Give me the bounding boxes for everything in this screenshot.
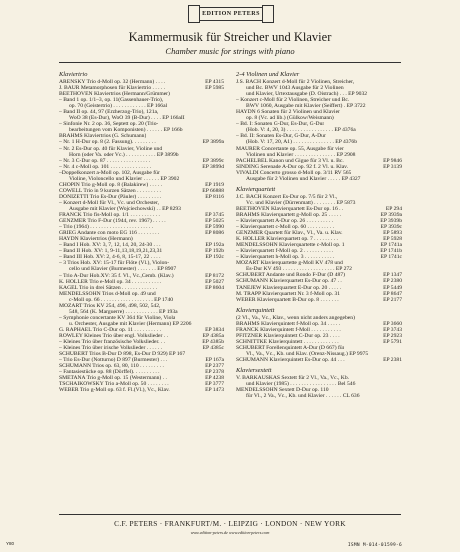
entry-title: – Kleines Trio über irische Volkslieder . . . . . .	[59, 345, 163, 352]
entry-catalog-number: EP 2177	[383, 296, 402, 303]
entry-title: SCHUMANN Klavierquartett Es-Dur op. 47 . .	[236, 278, 342, 285]
entry-title: PACHELBEL Kanon und Gigue für 3 Vl. u. Bc.	[236, 157, 344, 164]
entry-catalog-number: EP 8172	[205, 272, 224, 279]
catalog-entry-continuation: Violinen und Klavier . . . . . . . . . . . . . . . EP 2908	[246, 151, 356, 158]
entry-title: GENZMER Quartett für Klav., Vl., Va. u. Klav.	[236, 230, 343, 237]
entry-title: PFITZNER Klavierquintett C-Dur op. 23 . . . .	[236, 332, 340, 339]
entry-catalog-number: EP 5990	[205, 224, 224, 231]
catalog-entry-continuation: op. 8 (Vc. ad lib.) (Gülkow/Weismann)	[246, 115, 334, 122]
entry-catalog-number: EP 5791	[383, 338, 402, 345]
catalog-entry-continuation: op. 70 (Geistertrio) . . . . . . . . . . . . EP 166al	[69, 103, 168, 110]
bottom-divider	[59, 514, 401, 515]
entry-catalog-number	[221, 291, 224, 297]
entry-catalog-number: EP 9846	[383, 157, 402, 164]
entry-title: – Band I Hob. XV: 3, 7, 12, 14, 20, 24-30 . . .	[59, 242, 161, 249]
entry-title: K. HÖLLER Trio e-Moll op. 34 . . . . . . . . . . .	[59, 278, 162, 285]
entry-title: SMETANA Trio g-Moll op. 15 (Westermann) . .	[59, 375, 167, 382]
entry-catalog-number	[399, 133, 402, 139]
entry-title: MENDELSSOHN Trios d-Moll op. 49 und	[59, 290, 156, 297]
section-heading: Klaviersextett	[236, 367, 272, 375]
entry-title: FRANCK Trio fis-Moll op. 1/1 . . . . . . . . . . .	[59, 212, 160, 219]
entry-title: HAYDN Klaviertrios (Hermann)	[59, 236, 133, 243]
entry-catalog-number	[221, 170, 224, 176]
entry-title: COWELL Trio in 9 kurzen Sätzen . . . . . . . . .	[59, 187, 161, 194]
entry-title: KAGEL Trio in drei Sätzen . . . . . . . . . . . . .	[59, 284, 157, 291]
catalog-entry-continuation: Violine, Violoncello und Klavier . . . . . . EP 3902	[69, 175, 180, 182]
entry-title: SCHUBERT Andante und Rondo F-Dur (D 487)	[236, 272, 345, 279]
entry-title: – Nr. 4 c-Moll op. 101 . . . . . . . . . . . . . . .	[59, 163, 152, 170]
entry-title: BEETHOVEN Klaviertrios (Hermann/Grümmer)	[59, 91, 170, 98]
entry-title: TANEJEW Klavierquartett E-Dur op. 20 . . . . .	[236, 284, 342, 291]
catalog-entry-continuation: c-Moll op. 66 . . . . . . . . . . . . . . . . . . . EP 1740	[69, 296, 174, 303]
entry-catalog-number: EP 167a	[205, 357, 224, 364]
entry-catalog-number	[399, 194, 402, 200]
entry-title: – Trio Es-Dur (Notturno) D 897 (Burmester) . . .	[59, 357, 168, 364]
entry-catalog-number	[399, 97, 402, 103]
entry-catalog-number: EP 5027	[205, 278, 224, 285]
entry-title: – Klavierquartett c-Moll op. 60 . . . . . . . . . .	[236, 224, 335, 231]
entry-catalog-number: EP 1347	[383, 272, 402, 279]
section-heading: Klavierquartett	[236, 185, 276, 193]
entry-title: SINDING Serenade A-Dur op. 92 f. 2 Vl. u. Klav.	[236, 163, 349, 170]
top-divider	[59, 62, 401, 63]
website-line: www.edition-peters.de www.edition-peters.com	[190, 530, 270, 535]
catalog-entry-continuation: u. Orchester, Ausgabe mit Klavier (Hermann) EP 2206	[69, 320, 192, 327]
entry-title: – Kleines Trio über französische Volkslieder. . .	[59, 339, 166, 346]
entry-title: GENZMER Trio F-Dur (1944, rev. 1967) . . . . .	[59, 218, 166, 225]
publisher-line: C.F. PETERS · FRANKFURT/M. · LEIPZIG · LONDON · NEW YORK	[114, 519, 346, 528]
entry-catalog-number: EP 3777	[205, 381, 224, 388]
entry-catalog-number: EP 5985	[205, 85, 224, 92]
entry-catalog-number: EP 192a	[205, 242, 224, 249]
entry-catalog-number: EP 192b	[205, 248, 224, 255]
catalog-entry-continuation: WoO 38 (Es-Dur), WoO 39 (B-Dur) . . . . EP 166aII	[69, 115, 185, 122]
entry-catalog-number: EP 5893	[383, 230, 402, 237]
entry-title: GRIEG Andante con moto EG 116 . . . . . . . .	[59, 230, 160, 237]
entry-catalog-number	[399, 79, 402, 85]
entry-title: BRAHMS Klavierquintett f-Moll op. 34 . . . . .	[236, 320, 341, 327]
catalog-entry-continuation: Ausgabe mit Klavier (Wojciechowski) . . EP 8293	[69, 205, 181, 212]
entry-title: MOZART Klavierquartette g-Moll KV 478 und	[236, 260, 343, 267]
entry-catalog-number: EP 1741a	[380, 242, 402, 249]
entry-title: J.S. BACH Konzert d-Moll für 2 Violinen, Streicher,	[236, 79, 355, 85]
page-title: Kammermusik für Streicher und Klavier	[128, 30, 332, 44]
catalog-entry-continuation: BWV 1060, Ausgabe mit Klavier (Seiffert) . EP 3722	[246, 103, 366, 110]
entry-title: BEETHOVEN Klavierquartett Es-Dur op. 16 . .	[236, 205, 344, 212]
entry-catalog-number	[399, 345, 402, 351]
entry-title: K. HÖLLER Klavierquartett op. 7 . . . . . . . . .	[236, 236, 338, 243]
entry-title: TSCHAIKOWSKY Trio a-Moll op. 50 . . . . . . . .	[59, 381, 169, 388]
entry-title: ARENSKY Trio d-Moll op. 32 (Hermann) . . . .	[59, 79, 166, 85]
catalog-entry-continuation: bearbeitungen vom Komponisten) . . . . . . EP 166b	[69, 127, 183, 134]
catalog-entry	[59, 387, 224, 393]
entry-catalog-number: EP 2377	[205, 363, 224, 370]
entry-title: – Nr. 2 Es-Dur op. 40 für Klavier, Violine und	[59, 145, 163, 152]
entry-catalog-number: EP 4385b	[202, 339, 224, 346]
catalog-left-column	[59, 71, 224, 393]
entry-catalog-number	[399, 387, 402, 393]
entry-title: – Konzert d-Moll für Vl., Vc. und Orchester,	[59, 199, 160, 206]
entry-catalog-number: EP 1919	[205, 181, 224, 188]
entry-catalog-number: EP 1741c	[380, 254, 402, 261]
entry-title: SCHUMANN Klavierquintett Es-Dur op. 44 . . .	[236, 356, 345, 363]
entry-catalog-number: EP 192c	[205, 254, 224, 261]
entry-catalog-number: EP 294	[385, 205, 402, 212]
entry-title: SCHUBERT Forellenquintett A-Dur (D 667) für	[236, 344, 345, 351]
entry-catalog-number: EP 3834	[205, 326, 224, 333]
catalog-entry-continuation: (Hob. V: 4, 20, 3) . . . . . . . . . . . . . . . . . EP 4376a	[246, 127, 356, 134]
entry-catalog-number	[221, 146, 224, 152]
entry-catalog-number: EP 2378	[205, 369, 224, 376]
entry-catalog-number: EP 2380	[383, 278, 402, 285]
edition-peters-logo	[195, 7, 267, 21]
entry-catalog-number	[221, 109, 224, 115]
entry-catalog-number: EP 3939a	[380, 211, 402, 218]
entry-title: WEBER Trio g-Moll op. 63 f. Fl.(Vl.), Vc., Klav.	[59, 387, 170, 394]
entry-title: VIVALDI Concerto grosso d-Moll op. 3/11 RV 565	[236, 169, 352, 176]
entry-title: BRAHMS Klavierquartett g-Moll op. 25 . . . . .	[236, 211, 342, 218]
catalog-entry-continuation: Horn (oder Va. oder Vc.) . . . . . . . . . . . EP 3899b	[69, 151, 179, 158]
catalog-entry-continuation: cello und Klavier (Burmester) . . . . . . . EP 8907	[69, 266, 177, 273]
entry-title: – Bd. II: Sonaten Es-Dur, G-Dur, A-Dur	[236, 133, 326, 140]
entry-catalog-number: EP 3939b	[380, 217, 402, 224]
entry-catalog-number: EP 8647	[383, 290, 402, 297]
entry-catalog-number: EP 4238	[205, 375, 224, 382]
entry-title: – 3 Trios Hob. XV: 15-17 für Flöte (Vl.), Violon-	[59, 260, 170, 267]
catalog-entry-continuation: Ausgabe für 2 Violinen und Klavier . . . . . EP 4327	[246, 175, 361, 182]
page-code: Y80	[6, 541, 15, 546]
catalog-entry-continuation: Es-Dur KV 493 . . . . . . . . . . . . . . . . . . . EP 272	[246, 266, 352, 273]
entry-catalog-number: EP 5025	[205, 218, 224, 225]
entry-title: – Band 1 op. 1/1–3, op. 11(Gassenhauer-Trio),	[59, 97, 164, 104]
catalog-entry	[236, 297, 402, 303]
entry-title: MAURER Concertante op. 55, Ausgabe für vier	[236, 145, 344, 152]
entry-catalog-number: EP 4385c	[202, 345, 224, 352]
entry-catalog-number: EP 3899a	[202, 139, 224, 146]
entry-catalog-number: EP 3899c	[202, 157, 224, 164]
entry-title: – Trio (1964) . . . . . . . . . . . . . . . . . . . . . . .	[59, 224, 154, 231]
logo-text: EDITION PETERS	[202, 11, 260, 17]
entry-title: MENDELSSOHN Klavierquartette c-Moll op. 1	[236, 242, 345, 249]
entry-catalog-number	[221, 200, 224, 206]
entry-title: – Band II Hob. XV: 1, 9-11,13,18,19,21,23,31	[59, 248, 163, 255]
entry-catalog-number	[221, 303, 224, 309]
section-heading: Klavierquintett	[236, 306, 275, 314]
entry-title: – Trio A-Dur Hob.XV: 35 f. Vl., Vc.,Cemb. (Klav.)	[59, 272, 174, 279]
entry-title: – Fantasiestücke op. 88 (Dörffel). . . . . . . . . .	[59, 369, 160, 376]
entry-title: SCHNITTKE Klavierquintett . . . . . . . . . . . . .	[236, 338, 339, 345]
entry-title: HAYDN 6 Sonaten für 2 Violinen und Klavier	[236, 109, 340, 116]
catalog-entry-continuation: Vl., Va., Vc., Kb. und Klav. (Orenz-Nissaug.) EP 9975	[246, 350, 369, 357]
entry-title: – Konzert c-Moll für 2 Violinen, Streicher und Bc.	[236, 97, 350, 104]
entry-title: (2 Vl., Va., Vc., Klav., wenn nicht anders angegeben)	[236, 314, 355, 321]
entry-title: – Nr. 1 H-Dur op. 8 (2. Fassung). . . . . . . . .	[59, 139, 156, 146]
entry-title: MOZART Trios KV 254, 496, 498, 502, 542,	[59, 302, 161, 309]
entry-title: M. TRAPP Klavierquartett Nr. 3 f-Moll op. 31	[236, 290, 341, 297]
entry-catalog-number: EP 5928	[383, 236, 402, 243]
entry-catalog-number	[221, 260, 224, 266]
entry-catalog-number: EP 1741b	[380, 248, 402, 255]
entry-catalog-number	[399, 260, 402, 266]
entry-title: BRAHMS Klaviertrios (G. Schumann)	[59, 133, 147, 140]
catalog-entry	[236, 357, 402, 363]
entry-catalog-number	[399, 109, 402, 115]
entry-catalog-number	[399, 146, 402, 152]
entry-title: – Klavierquartett f-Moll op. 2 . . . . . . . . . . .	[236, 248, 334, 255]
entry-catalog-number: EP 2923	[383, 332, 402, 339]
entry-title: CHOPIN Trio g-Moll op. 8 (Balakirew) . . . . .	[59, 181, 163, 188]
ismn-code: ISMN M-014-01599-6	[347, 543, 402, 548]
entry-title: FRANCK Klavierquintett f-Moll . . . . . . . . . . .	[236, 326, 341, 333]
entry-catalog-number: EP 8086	[205, 230, 224, 237]
entry-catalog-number	[221, 315, 224, 321]
section-heading: Klaviertrio	[59, 71, 88, 78]
catalog-entry-continuation: für Vl., 2 Va., Vc., Kb. und Klavier . . . . . . CL 636	[246, 393, 360, 400]
entry-catalog-number: EP 3139	[383, 163, 402, 170]
entry-title: J. BAUR Metamorphosen für Klaviertrio . . . . .	[59, 85, 166, 92]
entry-catalog-number	[221, 121, 224, 127]
entry-catalog-number: EP 3745	[205, 212, 224, 219]
catalog-entry-continuation: Vc. und Klavier (Dürrenmatt) . . . . . . . . EP 5873	[246, 199, 356, 206]
entry-title: – Bd. I: Sonaten G-Dur, Es-Dur, G-Dur	[236, 121, 325, 128]
entry-catalog-number: EP 3899d	[202, 163, 224, 170]
entry-catalog-number: EP 3939c	[380, 224, 402, 231]
section-heading: 2-4 Violinen und Klavier	[236, 71, 300, 78]
entry-title: V. BARKAUSKAS Sextett für 2 Vl., Va., Vc., Kb.	[236, 375, 350, 382]
catalog-entry-continuation: und Bc. BWV 1043 Ausgabe für 2 Violinen	[246, 85, 344, 92]
catalog-entry-continuation: und Klavier (1985) . . . . . . . . . . . . . . . . . Bel 546	[246, 381, 356, 388]
entry-catalog-number: EP 8604	[205, 284, 224, 291]
entry-catalog-number: EP 8116	[205, 193, 224, 200]
entry-catalog-number: EP 5449	[383, 284, 402, 291]
entry-catalog-number: EP 1473	[205, 387, 224, 394]
entry-title: – Klavierquartett A-Dur op. 26 . . . . . . . . . .	[236, 217, 334, 224]
entry-title: – Sinfonie Nr. 2 op. 36, Septett op. 20 (Trio-	[59, 121, 159, 128]
entry-title: – Nr. 3 C-Dur op. 87 . . . . . . . . . . . . . . . .	[59, 157, 151, 164]
entry-catalog-number: EP 66888	[202, 187, 224, 194]
catalog-right-column	[236, 71, 402, 399]
entry-title: –Doppelkonzert a-Moll op. 102, Ausgabe für	[59, 169, 160, 176]
entry-title: J.C. BACH Konzert Es-Dur op. 7/5 für 2 Vl.,	[236, 193, 338, 200]
entry-title: – Band II op. 44, 97 (Erzherzog-Trio), 121a,	[59, 109, 159, 116]
entry-title: WEBER Klavierquartett B-Dur op. 8 . . . . . . .	[236, 296, 339, 303]
entry-catalog-number	[221, 97, 224, 103]
entry-title: SCHUMANN Trios op. 63, 80, 110 . . . . . . . . .	[59, 363, 164, 370]
entry-catalog-number: EP 4315	[205, 79, 224, 85]
entry-title: – Klavierquartett h-Moll op. 3 . . . . . . . . . . .	[236, 254, 335, 261]
entry-catalog-number	[399, 375, 402, 381]
entry-title: G. RAPHAEL Trio C-Dur op. 11 . . . . . . . . . .	[59, 326, 161, 333]
entry-title: – Band III Hob. XV: 2, 4-6, 8, 15-17, 22 . . . .	[59, 254, 161, 261]
catalog-entry-continuation: und Klavier, Urtextausgabe (D. Oistrach) . . . EP 9032	[246, 91, 368, 98]
entry-catalog-number: EP 4385a	[202, 332, 224, 339]
entry-title: – Symphonie concertante KV 364 für Violine, Viola	[59, 314, 176, 321]
entry-catalog-number: EP 2381	[383, 356, 402, 363]
entry-title: SCHUBERT Trios B-Dur D 898, Es-Dur D 929) EP 167	[59, 351, 186, 358]
catalog-entry-continuation: 548, 564 (K. Marguerre) . . . . . . . . . . . . EP 193a	[69, 308, 178, 315]
entry-catalog-number	[399, 121, 402, 127]
entry-catalog-number	[399, 170, 402, 176]
entry-title: ROWLEY Kleines Trio über engl. Volkslieder . .	[59, 332, 168, 339]
entry-catalog-number: EP 3743	[383, 326, 402, 333]
entry-catalog-number: EP 3660	[383, 320, 402, 327]
catalog-entry-continuation: (Hob. V: 17, 20, A1) . . . . . . . . . . . . . . . EP 4376b	[246, 139, 357, 146]
entry-title: DONIZETTI Trio Es-Dur (Päuler) . . . . . . . . .	[59, 193, 162, 200]
page-subtitle: Chamber music for strings with piano	[165, 46, 295, 56]
entry-title: MENDELSSOHN Sextett D-Dur op. 110	[236, 387, 329, 394]
